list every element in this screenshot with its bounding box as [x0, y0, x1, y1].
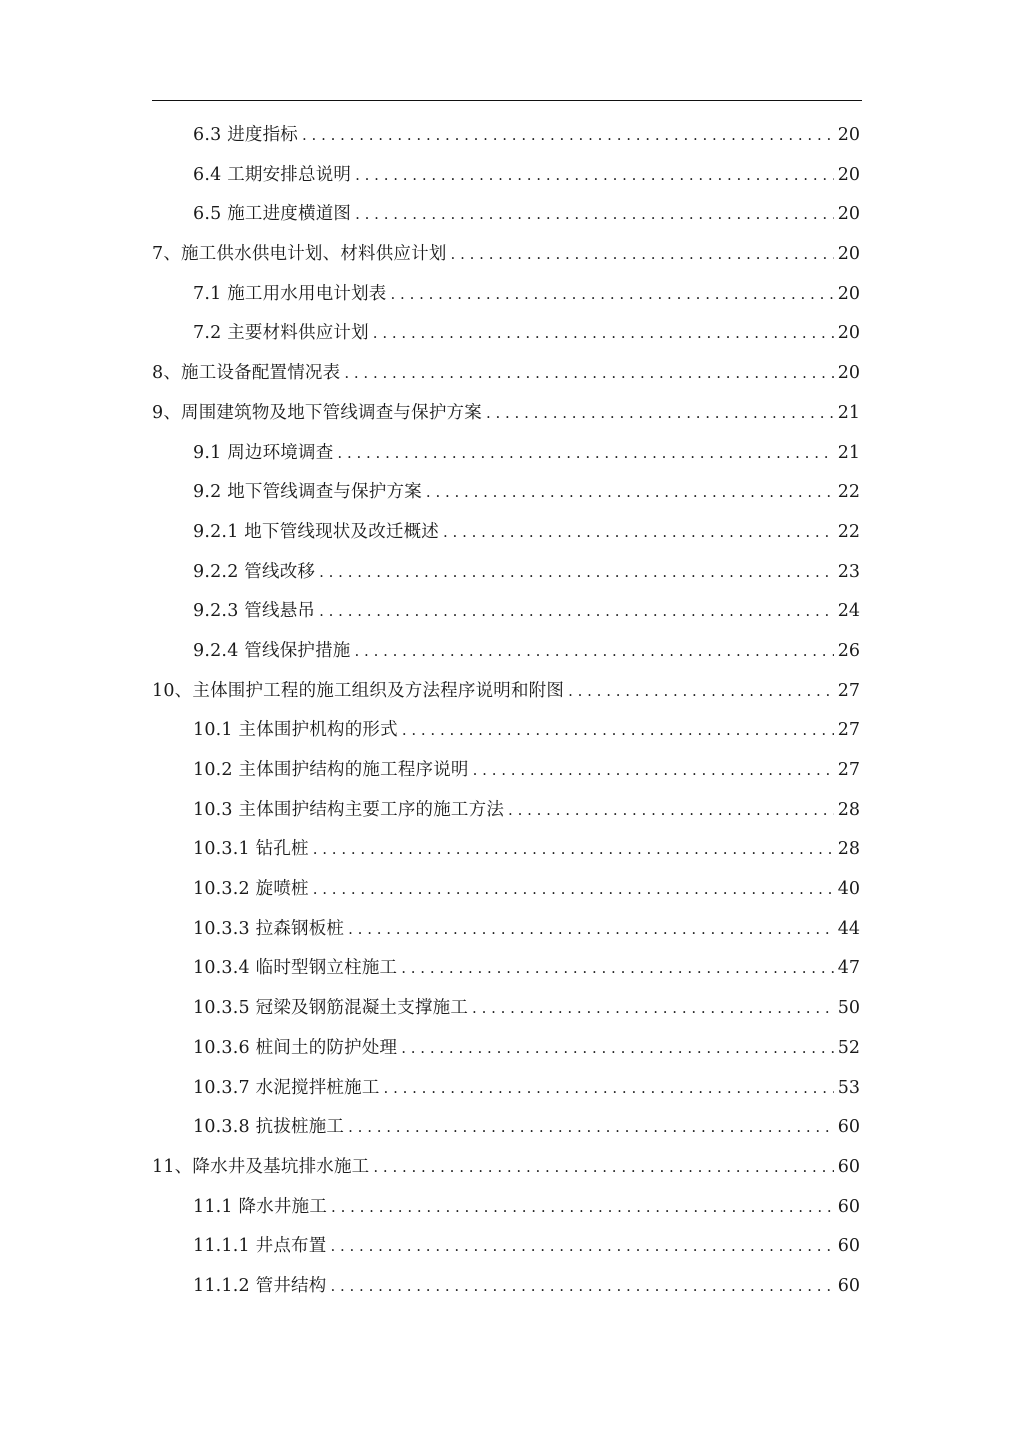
toc-dot-leader: [402, 711, 834, 751]
toc-entry-page-number: 26: [837, 640, 860, 661]
toc-entry-label: 10、主体围护工程的施工组织及方法程序说明和附图: [152, 680, 565, 701]
toc-entry-page-number: 28: [837, 799, 860, 820]
toc-entry-page-number: 53: [837, 1077, 860, 1098]
toc-dot-leader: [331, 1188, 834, 1228]
toc-entry[interactable]: [152, 1188, 860, 1228]
toc-entry-page-number: 21: [837, 442, 860, 463]
toc-entry[interactable]: [152, 910, 860, 950]
toc-entry-page-number: 60: [837, 1156, 860, 1177]
toc-entry-page-number: 20: [837, 204, 860, 225]
toc-entry-page-number: 20: [837, 283, 860, 304]
toc-dot-leader: [426, 473, 834, 513]
toc-dot-leader: [443, 513, 834, 553]
toc-entry-page-number: 60: [837, 1236, 860, 1257]
toc-entry-label: 11.1 降水井施工: [193, 1196, 328, 1217]
toc-entry-label: 10.3.4 临时型钢立柱施工: [193, 958, 398, 979]
toc-entry[interactable]: [152, 830, 860, 870]
toc-entry-label: 10.1 主体围护机构的形式: [193, 720, 398, 741]
toc-dot-leader: [344, 354, 833, 394]
toc-entry-page-number: 60: [837, 1196, 860, 1217]
toc-entry[interactable]: [152, 1267, 860, 1307]
toc-entry[interactable]: [152, 989, 860, 1029]
toc-entry-page-number: 24: [837, 601, 860, 622]
toc-dot-leader: [401, 949, 833, 989]
toc-dot-leader: [355, 195, 834, 235]
toc-dot-leader: [313, 830, 834, 870]
toc-dot-leader: [451, 235, 834, 275]
toc-entry[interactable]: [152, 592, 860, 632]
toc-entry-page-number: 47: [837, 958, 860, 979]
toc-entry[interactable]: [152, 116, 860, 156]
header-rule: [152, 100, 862, 101]
toc-dot-leader: [568, 672, 834, 712]
toc-entry-page-number: 22: [837, 482, 860, 503]
toc-entry-page-number: 21: [837, 402, 860, 423]
toc-entry[interactable]: [152, 354, 860, 394]
toc-entry[interactable]: [152, 1227, 860, 1267]
toc-entry[interactable]: [152, 751, 860, 791]
toc-entry-page-number: 20: [837, 164, 860, 185]
toc-entry[interactable]: [152, 195, 860, 235]
toc-entry-page-number: 27: [837, 680, 860, 701]
toc-entry[interactable]: [152, 711, 860, 751]
toc-dot-leader: [355, 632, 834, 672]
toc-dot-leader: [330, 1227, 833, 1267]
table-of-contents: [152, 116, 860, 1307]
toc-dot-leader: [508, 791, 834, 831]
toc-entry-label: 7、施工供水供电计划、材料供应计划: [152, 244, 447, 265]
toc-dot-leader: [384, 1069, 834, 1109]
toc-entry-label: 9.2.3 管线悬吊: [193, 601, 316, 622]
toc-entry-page-number: 50: [837, 998, 860, 1019]
toc-entry-label: 10.3.5 冠梁及钢筋混凝土支撑施工: [193, 998, 469, 1019]
toc-entry[interactable]: [152, 513, 860, 553]
toc-dot-leader: [486, 394, 834, 434]
toc-entry-label: 10.3.2 旋喷桩: [193, 879, 309, 900]
toc-entry-label: 6.3 进度指标: [193, 125, 298, 145]
toc-entry-label: 11.1.2 管井结构: [193, 1275, 327, 1296]
toc-entry-page-number: 20: [837, 323, 860, 344]
toc-entry-page-number: 44: [837, 918, 860, 939]
toc-entry-page-number: 52: [837, 1037, 860, 1058]
toc-dot-leader: [313, 870, 834, 910]
toc-entry-label: 10.2 主体围护结构的施工程序说明: [193, 760, 469, 780]
toc-dot-leader: [373, 1148, 833, 1188]
toc-entry-page-number: 27: [837, 720, 860, 741]
toc-entry[interactable]: [152, 1148, 860, 1188]
toc-entry[interactable]: [152, 156, 860, 196]
toc-entry[interactable]: [152, 434, 860, 474]
toc-entry[interactable]: [152, 314, 860, 354]
toc-dot-leader: [473, 751, 834, 791]
toc-dot-leader: [348, 1108, 834, 1148]
toc-entry-label: 7.1 施工用水用电计划表: [193, 283, 387, 304]
toc-dot-leader: [472, 989, 834, 1029]
toc-dot-leader: [319, 553, 834, 593]
toc-entry[interactable]: [152, 1108, 860, 1148]
toc-entry-label: 11、降水井及基坑排水施工: [152, 1156, 370, 1177]
toc-dot-leader: [330, 1267, 833, 1307]
toc-entry[interactable]: [152, 553, 860, 593]
toc-entry-label: 10.3.3 拉森钢板桩: [193, 918, 345, 939]
toc-entry[interactable]: [152, 275, 860, 315]
toc-entry-label: 8、施工设备配置情况表: [152, 363, 341, 384]
toc-entry-label: 11.1.1 井点布置: [193, 1236, 327, 1257]
toc-dot-leader: [319, 592, 834, 632]
toc-dot-leader: [373, 314, 834, 354]
toc-entry-page-number: 23: [837, 561, 860, 582]
toc-entry-label: 9.2.1 地下管线现状及改迁概述: [193, 521, 439, 542]
toc-entry-label: 9.2.4 管线保护措施: [193, 640, 351, 661]
toc-entry-page-number: 60: [837, 1275, 860, 1296]
toc-entry-label: 10.3.7 水泥搅拌桩施工: [193, 1077, 380, 1098]
toc-dot-leader: [337, 434, 833, 474]
toc-entry-page-number: 20: [837, 363, 860, 384]
toc-entry-label: 10.3.8 抗拔桩施工: [193, 1117, 345, 1138]
toc-entry[interactable]: [152, 1069, 860, 1109]
toc-entry-page-number: 60: [837, 1117, 860, 1138]
toc-dot-leader: [391, 275, 834, 315]
toc-dot-leader: [401, 1029, 833, 1069]
toc-entry[interactable]: [152, 870, 860, 910]
toc-entry[interactable]: [152, 949, 860, 989]
toc-entry[interactable]: [152, 235, 860, 275]
toc-entry-label: 6.5 施工进度横道图: [193, 204, 352, 225]
toc-entry-label: 9.2.2 管线改移: [193, 561, 316, 582]
toc-entry[interactable]: [152, 1029, 860, 1069]
toc-entry-label: 10.3.6 桩间土的防护处理: [193, 1037, 398, 1058]
toc-entry-label: 6.4 工期安排总说明: [193, 164, 352, 185]
toc-entry[interactable]: [152, 473, 860, 513]
toc-dot-leader: [355, 156, 834, 196]
toc-entry-label: 9.2 地下管线调查与保护方案: [193, 482, 422, 503]
toc-entry-page-number: 22: [837, 521, 860, 542]
toc-entry[interactable]: [152, 394, 860, 434]
toc-entry-page-number: 20: [837, 244, 860, 265]
toc-dot-leader: [302, 116, 834, 156]
toc-entry-label: 7.2 主要材料供应计划: [193, 323, 369, 344]
toc-entry-label: 10.3 主体围护结构主要工序的施工方法: [193, 799, 505, 820]
toc-entry-page-number: 40: [837, 879, 860, 900]
toc-entry-page-number: 28: [837, 839, 860, 860]
toc-entry-label: 9、周围建筑物及地下管线调查与保护方案: [152, 402, 482, 423]
toc-entry-page-number: 27: [837, 760, 860, 780]
toc-entry[interactable]: [152, 672, 860, 712]
toc-entry[interactable]: [152, 791, 860, 831]
toc-entry-page-number: 20: [837, 125, 860, 145]
toc-dot-leader: [348, 910, 834, 950]
toc-entry-label: 10.3.1 钻孔桩: [193, 839, 309, 860]
toc-entry-label: 9.1 周边环境调查: [193, 442, 334, 463]
toc-entry[interactable]: [152, 632, 860, 672]
